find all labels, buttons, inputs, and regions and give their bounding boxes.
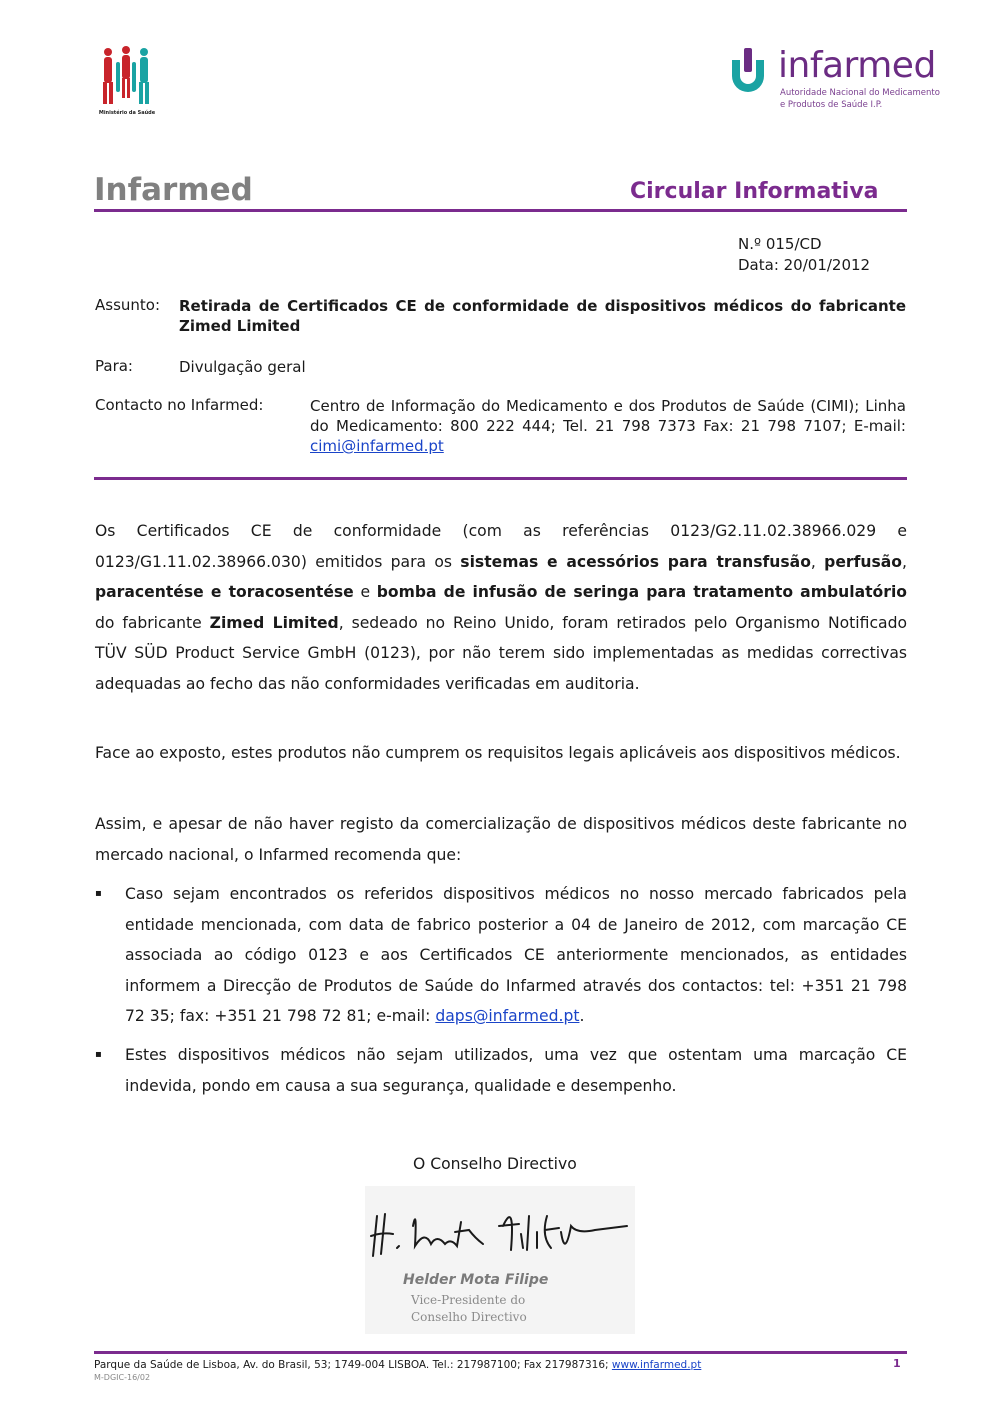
daps-email-link[interactable]: daps@infarmed.pt xyxy=(435,1007,580,1025)
body-paragraph-1 xyxy=(95,516,907,699)
contact-text xyxy=(310,396,906,456)
stamp-role: Conselho Directivo xyxy=(411,1310,527,1324)
footer-address-text: Parque da Saúde de Lisboa, Av. do Brasil, 53; 1749-004 LISBOA. Tel.: 217987100; Fax 217987316; xyxy=(94,1359,612,1371)
subject-text: Retirada de Certificados CE de conformidade de dispositivos médicos do fabricante Zimed Limited xyxy=(179,297,906,335)
text-run: do fabricante xyxy=(95,613,210,632)
signature-heading: O Conselho Directivo xyxy=(413,1155,577,1173)
document-title-infarmed: Infarmed xyxy=(94,172,253,208)
title-divider xyxy=(94,209,907,212)
bullet-icon: ▪ xyxy=(95,888,102,899)
text-run: Caso sejam encontrados os referidos dispositivos médicos no nosso mercado fabricados pela entidade mencionada, com data de fabrico posterior a 04 de Janeiro de 2012, com marcação CE associada ao código 0123 e aos Certificados CE anteriormente mencionados, as entidades informem a Direcção de Produtos de Saúde do Infarmed através dos contactos: tel: +351 21 798 72 35; fax: +351 21 798 72 81; e-mail: xyxy=(125,885,907,1025)
form-code: M-DGIC-16/02 xyxy=(94,1373,151,1382)
reference-block xyxy=(738,234,870,276)
circular-number: N.º 015/CD xyxy=(738,235,822,253)
bold-text-run: sistemas e acessórios para transfusão xyxy=(460,552,811,571)
contact-email-link[interactable]: cimi@infarmed.pt xyxy=(310,437,444,455)
text-run: Os Certificados CE de conformidade (com as referências 0123/G2.11.02.38966.029 e 0123/G1.11.02.38966.030) emitidos para os xyxy=(95,522,907,571)
footer-divider xyxy=(94,1351,907,1354)
website-link[interactable]: www.infarmed.pt xyxy=(611,1359,702,1371)
recipients-label: Para: xyxy=(95,357,133,375)
bold-text-run: perfusão xyxy=(824,552,903,571)
handwritten-signature-icon xyxy=(365,1186,635,1276)
stamp-name: Helder Mota Filipe xyxy=(403,1272,549,1288)
ministry-of-health-logo xyxy=(92,44,162,120)
infarmed-logo-subtitle: e Produtos de Saúde I.P. xyxy=(780,100,883,110)
bold-text-run: Zimed Limited xyxy=(209,613,339,632)
ministry-caption: Ministério da Saúde xyxy=(98,110,156,116)
ministry-figures-icon xyxy=(92,44,162,108)
text-run: e xyxy=(353,583,377,601)
text-run: , sedeado no Reino Unido, foram retirados pelo Organismo Notificado TÜV SÜD Product Service GmbH (0123), por não terem sido implementadas as medidas correctivas adequadas ao fecho das não conformidades verificadas em auditoria. xyxy=(95,613,908,693)
infarmed-mark-icon xyxy=(726,46,776,96)
bold-text-run: bomba de infusão de seringa para tratamento ambulatório xyxy=(376,583,908,601)
circular-date: Data: 20/01/2012 xyxy=(738,256,871,274)
list-item-text xyxy=(125,879,907,1032)
infarmed-logo xyxy=(726,44,940,114)
footer-address xyxy=(94,1359,701,1371)
page-number: 1 xyxy=(893,1357,901,1370)
text-run: , xyxy=(902,552,907,571)
bullet-icon: ▪ xyxy=(95,1049,102,1060)
body-paragraph-2: Face ao exposto, estes produtos não cumprem os requisitos legais aplicáveis aos dispositivos médicos. xyxy=(95,744,901,762)
subject-label: Assunto: xyxy=(95,296,161,314)
bold-text-run: paracentése e toracosentése xyxy=(95,583,354,601)
signature-image xyxy=(365,1186,635,1334)
contact-label: Contacto no Infarmed: xyxy=(95,396,264,414)
text-run: , xyxy=(810,552,825,571)
infarmed-logo-subtitle: Autoridade Nacional do Medicamento xyxy=(780,88,940,98)
infarmed-logo-name: infarmed xyxy=(778,45,936,86)
stamp-role: Vice-Presidente do xyxy=(411,1293,526,1307)
contact-details: Centro de Informação do Medicamento e dos Produtos de Saúde (CIMI); Linha do Medicamento: 800 222 444; Tel. 21 798 7373 Fax: 21 798 7107; E-mail: xyxy=(310,397,906,435)
text-run: . xyxy=(579,1007,585,1025)
body-paragraph-3: Assim, e apesar de não haver registo da comercialização de dispositivos médicos deste fabricante no mercado nacional, o Infarmed recomenda que: xyxy=(95,815,907,864)
header-divider xyxy=(94,477,907,480)
list-item-text: Estes dispositivos médicos não sejam utilizados, uma vez que ostentam uma marcação CE indevida, pondo em causa a sua segurança, qualidade e desempenho. xyxy=(125,1046,907,1095)
document-type-title: Circular Informativa xyxy=(630,179,879,204)
recipients-text: Divulgação geral xyxy=(179,358,306,376)
